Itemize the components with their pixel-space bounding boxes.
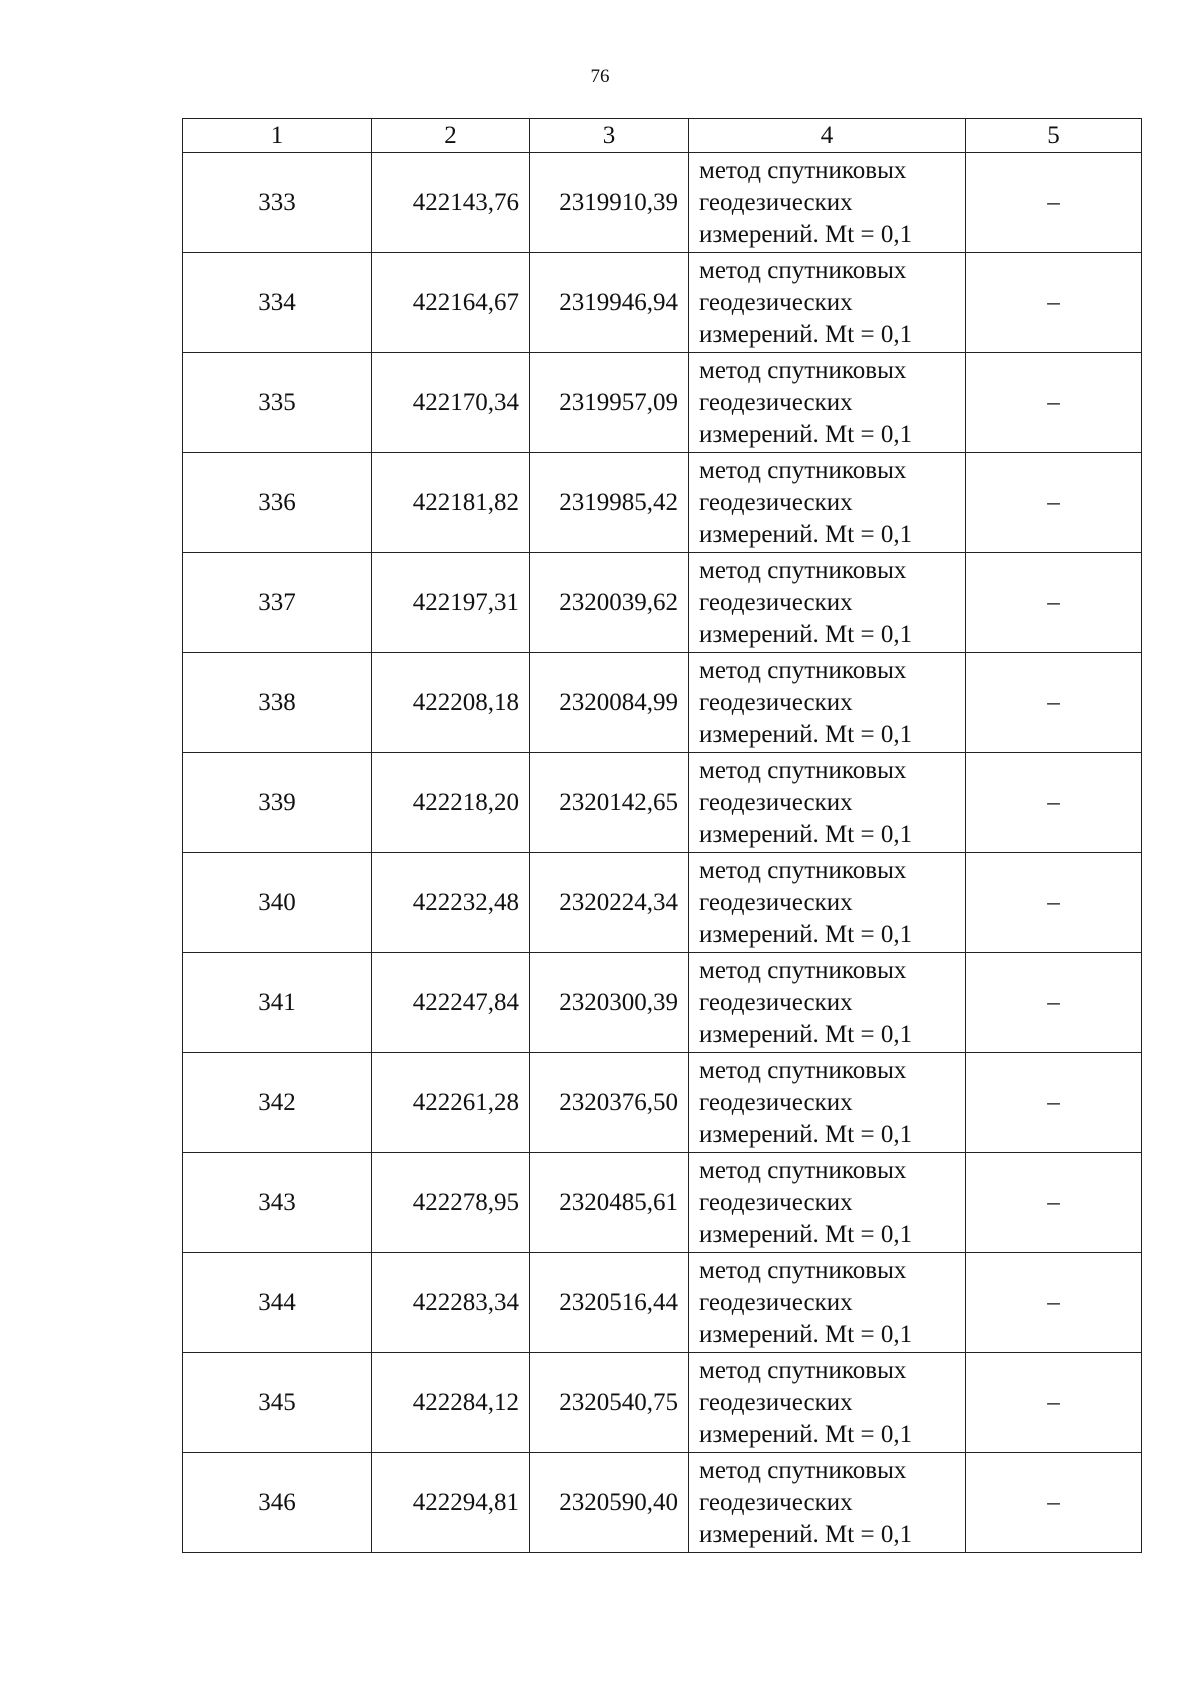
x-coordinate-cell: 422261,28 (372, 1053, 530, 1153)
table-row (183, 453, 1142, 553)
x-coordinate-cell: 422164,67 (372, 253, 530, 353)
point-number-cell: 342 (183, 1053, 372, 1153)
column-header: 4 (689, 119, 966, 153)
table-row (183, 653, 1142, 753)
note-cell: – (966, 1253, 1142, 1353)
x-coordinate-cell: 422278,95 (372, 1153, 530, 1253)
coordinates-table (182, 118, 1142, 1553)
method-line: измерений. Mt = 0,1 (699, 1020, 913, 1048)
x-coordinate-cell: 422143,76 (372, 153, 530, 253)
table-row (183, 953, 1142, 1053)
method-line: геодезических (699, 588, 853, 616)
method-line: геодезических (699, 688, 853, 716)
method-line: геодезических (699, 1088, 853, 1116)
method-line: измерений. Mt = 0,1 (699, 220, 913, 248)
y-coordinate-cell: 2319957,09 (530, 353, 689, 453)
column-header: 1 (183, 119, 372, 153)
y-coordinate-cell: 2319946,94 (530, 253, 689, 353)
method-line: геодезических (699, 488, 853, 516)
point-number-cell: 337 (183, 553, 372, 653)
method-cell (689, 853, 966, 953)
table-row (183, 553, 1142, 653)
y-coordinate-cell: 2320540,75 (530, 1353, 689, 1453)
page-number: 76 (590, 66, 610, 87)
x-coordinate-cell: 422232,48 (372, 853, 530, 953)
note-cell: – (966, 1053, 1142, 1153)
method-line: измерений. Mt = 0,1 (699, 1220, 913, 1248)
table-row (183, 853, 1142, 953)
y-coordinate-cell: 2320590,40 (530, 1453, 689, 1553)
method-line: геодезических (699, 1388, 853, 1416)
method-line: метод спутниковых (699, 156, 907, 184)
point-number-cell: 336 (183, 453, 372, 553)
method-line: измерений. Mt = 0,1 (699, 420, 913, 448)
method-line: метод спутниковых (699, 256, 907, 284)
method-cell (689, 1153, 966, 1253)
table-row (183, 1353, 1142, 1453)
method-line: метод спутниковых (699, 756, 907, 784)
method-line: измерений. Mt = 0,1 (699, 920, 913, 948)
note-cell: – (966, 353, 1142, 453)
method-line: метод спутниковых (699, 956, 907, 984)
method-cell (689, 153, 966, 253)
method-line: геодезических (699, 288, 853, 316)
point-number-cell: 346 (183, 1453, 372, 1553)
y-coordinate-cell: 2320084,99 (530, 653, 689, 753)
method-line: метод спутниковых (699, 656, 907, 684)
point-number-cell: 340 (183, 853, 372, 953)
x-coordinate-cell: 422247,84 (372, 953, 530, 1053)
method-cell (689, 1253, 966, 1353)
method-cell (689, 553, 966, 653)
note-cell: – (966, 553, 1142, 653)
method-cell (689, 1353, 966, 1453)
column-header: 5 (966, 119, 1142, 153)
table-row (183, 1153, 1142, 1253)
note-cell: – (966, 1353, 1142, 1453)
method-line: метод спутниковых (699, 356, 907, 384)
table-header-row (183, 119, 1142, 153)
method-line: измерений. Mt = 0,1 (699, 620, 913, 648)
y-coordinate-cell: 2320485,61 (530, 1153, 689, 1253)
method-line: измерений. Mt = 0,1 (699, 520, 913, 548)
column-header: 2 (372, 119, 530, 153)
method-line: измерений. Mt = 0,1 (699, 1120, 913, 1148)
method-cell (689, 453, 966, 553)
x-coordinate-cell: 422294,81 (372, 1453, 530, 1553)
table-row (183, 1253, 1142, 1353)
x-coordinate-cell: 422181,82 (372, 453, 530, 553)
method-line: метод спутниковых (699, 1356, 907, 1384)
method-line: измерений. Mt = 0,1 (699, 720, 913, 748)
point-number-cell: 345 (183, 1353, 372, 1453)
x-coordinate-cell: 422283,34 (372, 1253, 530, 1353)
table-row (183, 353, 1142, 453)
point-number-cell: 343 (183, 1153, 372, 1253)
table-row (183, 253, 1142, 353)
method-cell (689, 1053, 966, 1153)
note-cell: – (966, 1453, 1142, 1553)
point-number-cell: 339 (183, 753, 372, 853)
column-header: 3 (530, 119, 689, 153)
table-row (183, 1053, 1142, 1153)
note-cell: – (966, 153, 1142, 253)
table-row (183, 1453, 1142, 1553)
x-coordinate-cell: 422208,18 (372, 653, 530, 753)
y-coordinate-cell: 2320224,34 (530, 853, 689, 953)
note-cell: – (966, 953, 1142, 1053)
method-line: измерений. Mt = 0,1 (699, 1520, 913, 1548)
method-line: измерений. Mt = 0,1 (699, 1420, 913, 1448)
x-coordinate-cell: 422170,34 (372, 353, 530, 453)
method-cell (689, 953, 966, 1053)
method-cell (689, 753, 966, 853)
method-line: геодезических (699, 1188, 853, 1216)
y-coordinate-cell: 2320516,44 (530, 1253, 689, 1353)
x-coordinate-cell: 422197,31 (372, 553, 530, 653)
table-row (183, 153, 1142, 253)
method-cell (689, 653, 966, 753)
point-number-cell: 338 (183, 653, 372, 753)
note-cell: – (966, 453, 1142, 553)
method-line: метод спутниковых (699, 1456, 907, 1484)
y-coordinate-cell: 2320142,65 (530, 753, 689, 853)
method-cell (689, 1453, 966, 1553)
method-cell (689, 353, 966, 453)
point-number-cell: 334 (183, 253, 372, 353)
method-line: метод спутниковых (699, 1256, 907, 1284)
y-coordinate-cell: 2320376,50 (530, 1053, 689, 1153)
note-cell: – (966, 653, 1142, 753)
point-number-cell: 333 (183, 153, 372, 253)
note-cell: – (966, 753, 1142, 853)
method-line: геодезических (699, 188, 853, 216)
note-cell: – (966, 253, 1142, 353)
method-line: метод спутниковых (699, 556, 907, 584)
y-coordinate-cell: 2319910,39 (530, 153, 689, 253)
note-cell: – (966, 853, 1142, 953)
x-coordinate-cell: 422218,20 (372, 753, 530, 853)
method-line: измерений. Mt = 0,1 (699, 1320, 913, 1348)
method-line: геодезических (699, 788, 853, 816)
y-coordinate-cell: 2320039,62 (530, 553, 689, 653)
point-number-cell: 341 (183, 953, 372, 1053)
method-line: геодезических (699, 988, 853, 1016)
method-line: метод спутниковых (699, 456, 907, 484)
method-line: геодезических (699, 1288, 853, 1316)
note-cell: – (966, 1153, 1142, 1253)
point-number-cell: 335 (183, 353, 372, 453)
x-coordinate-cell: 422284,12 (372, 1353, 530, 1453)
method-line: геодезических (699, 1488, 853, 1516)
table-row (183, 753, 1142, 853)
method-line: измерений. Mt = 0,1 (699, 320, 913, 348)
method-line: метод спутниковых (699, 1156, 907, 1184)
coordinates-table-container (182, 118, 1141, 1553)
method-line: метод спутниковых (699, 856, 907, 884)
method-line: измерений. Mt = 0,1 (699, 820, 913, 848)
method-line: метод спутниковых (699, 1056, 907, 1084)
method-line: геодезических (699, 888, 853, 916)
y-coordinate-cell: 2320300,39 (530, 953, 689, 1053)
method-line: геодезических (699, 388, 853, 416)
point-number-cell: 344 (183, 1253, 372, 1353)
method-cell (689, 253, 966, 353)
y-coordinate-cell: 2319985,42 (530, 453, 689, 553)
